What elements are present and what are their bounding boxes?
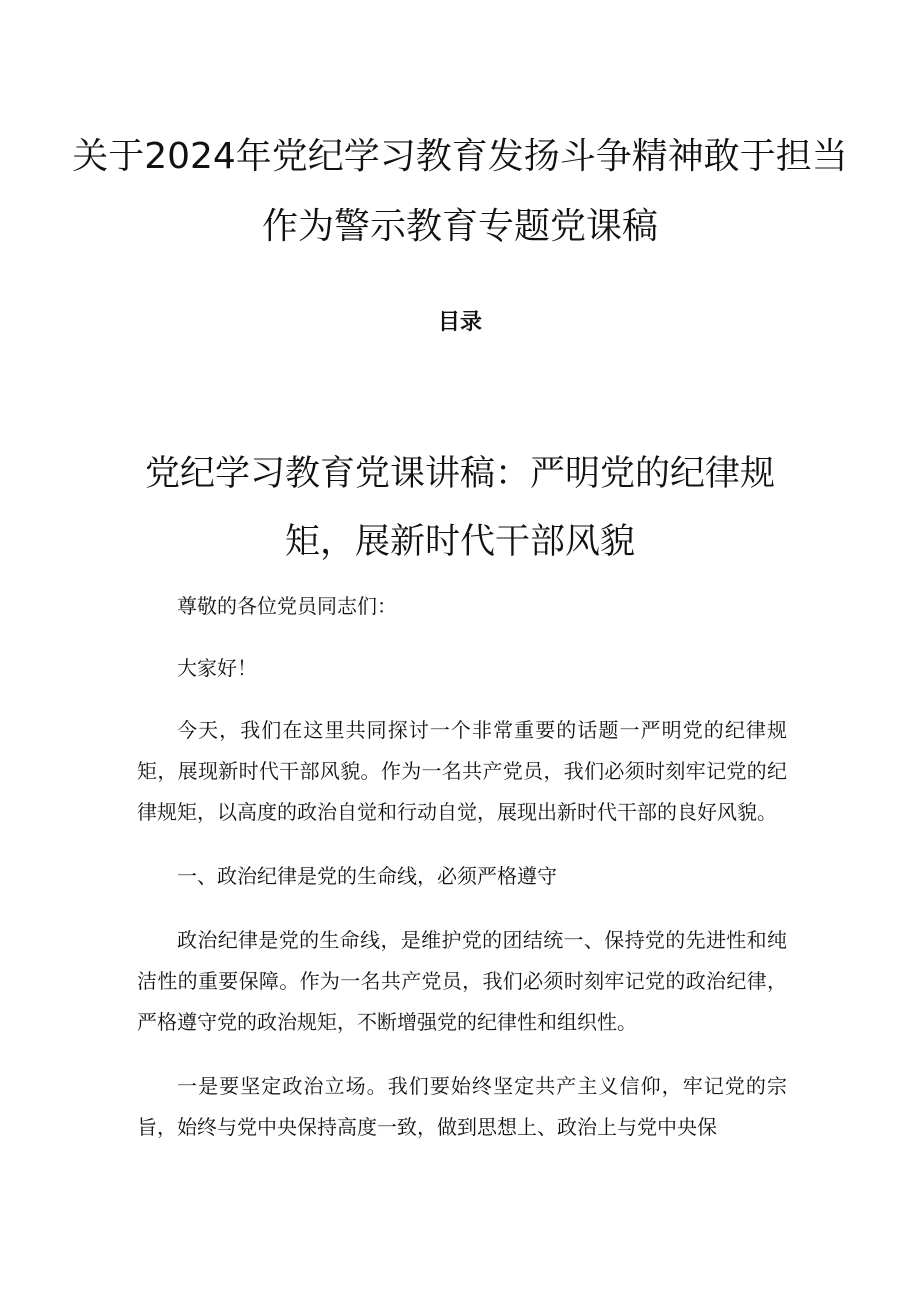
document-title: 关于2024年党纪学习教育发扬斗争精神敢于担当作为警示教育专题党课稿 (72, 136, 848, 247)
paragraph-political-stance: 一是要坚定政治立场。我们要始终坚定共产主义信仰，牢记党的宗旨，始终与党中央保持高度一致，做到思想上、政治上与党中央保 (137, 1074, 787, 1139)
paragraph-political-discipline: 政治纪律是党的生命线，是维护党的团结统一、保持党的先进性和纯洁性的重要保障。作为一名共产党员，我们必须时刻牢记党的政治纪律，严格遵守党的政治规矩，不断增强党的纪律性和组织性。 (137, 928, 787, 1034)
greeting: 大家好！ (177, 656, 257, 680)
article-body (137, 586, 787, 1171)
salutation: 尊敬的各位党员同志们： (177, 594, 397, 618)
toc-heading: 目录 (437, 310, 482, 335)
section-heading-1: 一、政治纪律是党的生命线，必须严格遵守 (177, 864, 557, 888)
paragraph-intro: 今天，我们在这里共同探讨一个非常重要的话题一严明党的纪律规矩，展现新时代干部风貌。作为一名共产党员，我们必须时刻牢记党的纪律规矩，以高度的政治自觉和行动自觉，展现出新时代干部的良好风貌。 (137, 718, 787, 824)
article-title: 党纪学习教育党课讲稿：严明党的纪律规矩，展新时代干部风貌 (144, 454, 775, 562)
